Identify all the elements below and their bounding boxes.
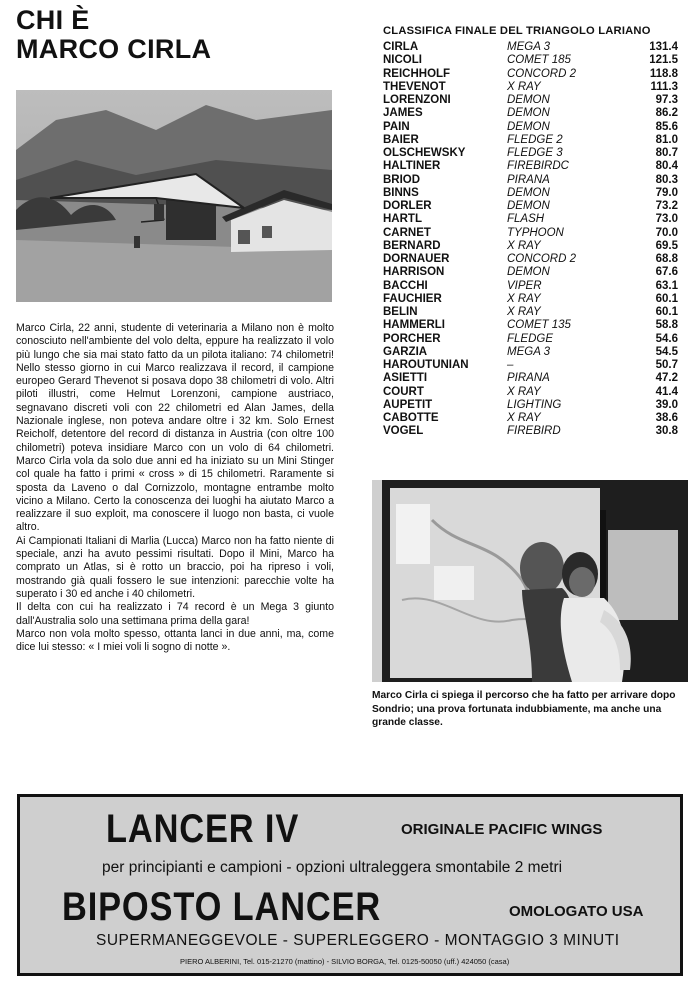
pilot-name: VOGEL — [383, 425, 424, 438]
pilot-name: BACCHI — [383, 279, 428, 292]
article-paragraph: Marco non vola molto spesso, ottanta lanci in due anni, ma, come dice lui stesso: « I miei voli li sogno di notte ». — [16, 627, 334, 654]
glider-model: FIREBIRDC — [507, 160, 569, 173]
classifica-row — [383, 372, 678, 385]
glider-model: CONCORD 2 — [507, 67, 577, 80]
pilot-score: 131.4 — [649, 41, 678, 53]
pilot-name: HALTINER — [383, 160, 441, 173]
classifica-row — [383, 121, 678, 134]
pilot-map-photo-drawing — [372, 480, 688, 682]
classifica-row — [383, 187, 678, 200]
glider-model: DEMON — [507, 94, 550, 106]
glider-model: COMET 135 — [507, 319, 571, 332]
classifica-row — [383, 399, 678, 412]
glider-model: PIRANA — [507, 173, 550, 186]
pilot-name: BRIOD — [383, 173, 421, 186]
pilot-score: 86.2 — [655, 107, 678, 120]
classifica-row — [383, 41, 678, 54]
classifica-row — [383, 68, 678, 81]
pilot-name: DORNAUER — [383, 253, 450, 265]
classifica-row — [383, 346, 678, 359]
pilot-score: 58.8 — [655, 319, 678, 332]
pilot-score: 41.4 — [655, 385, 678, 398]
classifica-row — [383, 94, 678, 107]
pilot-name: HARRISON — [383, 266, 445, 279]
pilot-name: HAMMERLI — [383, 319, 445, 332]
hang-glider-photo — [16, 90, 332, 302]
pilot-score: 121.5 — [649, 54, 678, 67]
pilot-score: 80.3 — [655, 173, 678, 186]
pilot-name: THEVENOT — [383, 80, 446, 93]
classifica-row — [383, 107, 678, 120]
glider-model: MEGA 3 — [507, 41, 551, 53]
pilot-name: COURT — [383, 385, 424, 398]
pilot-score: 97.3 — [655, 94, 678, 106]
classifica-row — [383, 240, 678, 253]
pilot-score: 68.8 — [655, 253, 678, 265]
pilot-name: BAIER — [383, 133, 419, 146]
classifica-row — [383, 280, 678, 293]
glider-model: DEMON — [507, 107, 550, 120]
article-body — [16, 322, 334, 654]
pilot-score: 70.0 — [655, 226, 678, 239]
glider-model: PIRANA — [507, 372, 550, 385]
classifica-row — [383, 253, 678, 266]
pilot-name: DORLER — [383, 200, 432, 212]
article-paragraph: Marco Cirla, 22 anni, studente di veterinaria a Milano non è molto conosciuto nell'ambiente del volo delta, eppure ha realizzato il volo più lungo che sia mai stato fatto da un pilota italiano: 74 chilometri! Nello stesso giorno in cui Marco realizzava il record, il campione europeo Gerard Thevenot si posava dopo 38 chilometri di volo. Altri piloti illustri, come Helmut Lorenzoni, campione austriaco, segnavano discreti voli con 22 chilometri ed Alan James, della Nazionale inglese, non poteva andare oltre i 32 km. Solo Ernest Reicholf, detentore del record di distanza in Austria (con oltre 100 chilometri) poteva insidiare Marco con un volo di 64 chilometri. Marco Cirla vola da solo due anni ed ha iniziato su un Mini Stinger col quale ha fatto i primi « cross » di 15 chilometri. Raramente si sposta da Laveno o dal Cornizzolo, montagne entrambe molto vicino a Milano. Certo la conoscenza dei luoghi ha aiutato Marco a realizzare il suo exploit, ma conoscere il luogo non basta, ci vuole altro. — [16, 322, 334, 534]
classifica-row — [383, 160, 678, 173]
glider-model: DEMON — [507, 120, 550, 133]
glider-model: VIPER — [507, 279, 542, 292]
pilot-name: BERNARD — [383, 239, 441, 252]
pilot-map-photo — [372, 480, 688, 682]
glider-model: LIGHTING — [507, 398, 562, 411]
pilot-name: REICHHOLF — [383, 67, 451, 80]
classifica-row — [383, 319, 678, 332]
pilot-name: BINNS — [383, 186, 419, 199]
glider-model: X RAY — [507, 412, 541, 424]
ad-product-1-tag: ORIGINALE PACIFIC WINGS — [401, 821, 603, 838]
glider-model: FIREBIRD — [507, 425, 561, 438]
pilot-score: 111.3 — [650, 80, 678, 93]
pilot-name: CABOTTE — [383, 412, 439, 424]
classifica-row — [383, 386, 678, 399]
classifica-row — [383, 213, 678, 226]
classifica-row — [383, 306, 678, 319]
pilot-name: PAIN — [383, 120, 410, 133]
hang-glider-photo-drawing — [16, 90, 332, 302]
glider-model: COMET 185 — [507, 54, 571, 67]
classifica-row — [383, 81, 678, 94]
pilot-name: JAMES — [383, 107, 423, 120]
glider-model: DEMON — [507, 266, 550, 279]
pilot-score: 54.5 — [655, 345, 678, 358]
advertisement-box — [17, 794, 683, 976]
classifica-row — [383, 333, 678, 346]
classifica-title: CLASSIFICA FINALE DEL TRIANGOLO LARIANO — [383, 25, 651, 37]
classifica-row — [383, 134, 678, 147]
classifica-table — [383, 41, 678, 439]
pilot-score: 39.0 — [655, 398, 678, 411]
ad-contacts: PIERO ALBERINI, Tel. 015-21270 (mattino) - SILVIO BORGA, Tel. 0125-50050 (uff.) 424050 (casa) — [180, 957, 510, 966]
glider-model: X RAY — [507, 306, 541, 318]
pilot-score: 47.2 — [655, 372, 678, 385]
article-paragraph: Ai Campionati Italiani di Marlia (Lucca) Marco non ha fatto niente di speciale, anzi ha avuto pessimi risultati. Dopo il Mini, Marco ha comprato un Atlas, si è rotto un braccio, poi ha ripreso i voli, mostrando già quali fossero le sue intenzioni: parecchie volte ha superato i 30 ed anche i 40 chilometri. — [16, 534, 334, 600]
classifica-row — [383, 174, 678, 187]
glider-model: – — [507, 359, 514, 371]
pilot-name: ASIETTI — [383, 372, 428, 385]
pilot-score: 80.7 — [655, 147, 678, 159]
pilot-score: 69.5 — [655, 239, 678, 252]
ad-product-2: BIPOSTO LANCER — [62, 885, 382, 929]
pilot-score: 73.2 — [655, 200, 678, 212]
glider-model: FLEDGE — [507, 332, 554, 345]
title-line-2: MARCO CIRLA — [16, 34, 212, 64]
pilot-name: GARZIA — [383, 345, 428, 358]
pilot-score: 67.6 — [655, 266, 678, 279]
glider-model: X RAY — [507, 292, 541, 305]
pilot-name: AUPETIT — [383, 398, 433, 411]
pilot-score: 63.1 — [655, 279, 678, 292]
classifica-row — [383, 293, 678, 306]
glider-model: X RAY — [507, 239, 541, 252]
pilot-score: 80.4 — [655, 160, 678, 173]
pilot-score: 38.6 — [655, 412, 678, 424]
glider-model: CONCORD 2 — [507, 253, 577, 265]
pilot-name: HARTL — [383, 213, 422, 226]
pilot-score: 60.1 — [655, 292, 678, 305]
pilot-score: 54.6 — [655, 332, 678, 345]
pilot-score: 60.1 — [655, 306, 678, 318]
pilot-score: 50.7 — [655, 359, 678, 371]
pilot-score: 30.8 — [655, 425, 678, 438]
pilot-score: 79.0 — [655, 186, 678, 199]
pilot-score: 85.6 — [655, 120, 678, 133]
glider-model: DEMON — [507, 186, 550, 199]
article-paragraph: Il delta con cui ha realizzato i 74 record è un Mega 3 giunto dall'Australia solo una settimana prima della gara! — [16, 601, 334, 627]
ad-product-2-tag: OMOLOGATO USA — [509, 903, 644, 920]
classifica-row — [383, 54, 678, 67]
article-title — [16, 6, 316, 64]
pilot-name: FAUCHIER — [383, 292, 442, 305]
classifica-row — [383, 412, 678, 425]
ad-product-1: LANCER IV — [106, 807, 300, 851]
classifica-row — [383, 200, 678, 213]
pilot-name: CIRLA — [383, 41, 419, 53]
glider-model: FLASH — [507, 213, 545, 226]
classifica-row — [383, 227, 678, 240]
pilot-name: CARNET — [383, 226, 431, 239]
classifica-row — [383, 147, 678, 160]
glider-model: FLEDGE 3 — [507, 147, 563, 159]
classifica-row — [383, 266, 678, 279]
glider-model: TYPHOON — [507, 226, 564, 239]
glider-model: X RAY — [507, 80, 541, 93]
pilot-name: PORCHER — [383, 332, 441, 345]
pilot-name: LORENZONI — [383, 94, 451, 106]
photo-caption: Marco Cirla ci spiega il percorso che ha fatto per arrivare dopo Sondrio; una prova fortunata indubbiamente, ma anche una grande classe. — [372, 690, 676, 728]
glider-model: DEMON — [507, 200, 550, 212]
glider-model: MEGA 3 — [507, 345, 551, 358]
pilot-name: BELIN — [383, 306, 418, 318]
pilot-score: 81.0 — [655, 133, 678, 146]
classifica-row — [383, 359, 678, 372]
pilot-score: 73.0 — [655, 213, 678, 226]
glider-model: FLEDGE 2 — [507, 133, 563, 146]
classifica-row — [383, 425, 678, 438]
pilot-name: NICOLI — [383, 54, 422, 67]
title-line-1: CHI È — [16, 5, 90, 35]
glider-model: X RAY — [507, 385, 541, 398]
ad-product-1-desc: per principianti e campioni - opzioni ultraleggera smontabile 2 metri — [102, 859, 563, 876]
pilot-name: OLSCHEWSKY — [383, 147, 466, 159]
pilot-score: 118.8 — [649, 67, 678, 80]
ad-product-2-desc: SUPERMANEGGEVOLE - SUPERLEGGERO - MONTAGGIO 3 MINUTI — [96, 932, 620, 949]
pilot-name: HAROUTUNIAN — [383, 359, 469, 371]
